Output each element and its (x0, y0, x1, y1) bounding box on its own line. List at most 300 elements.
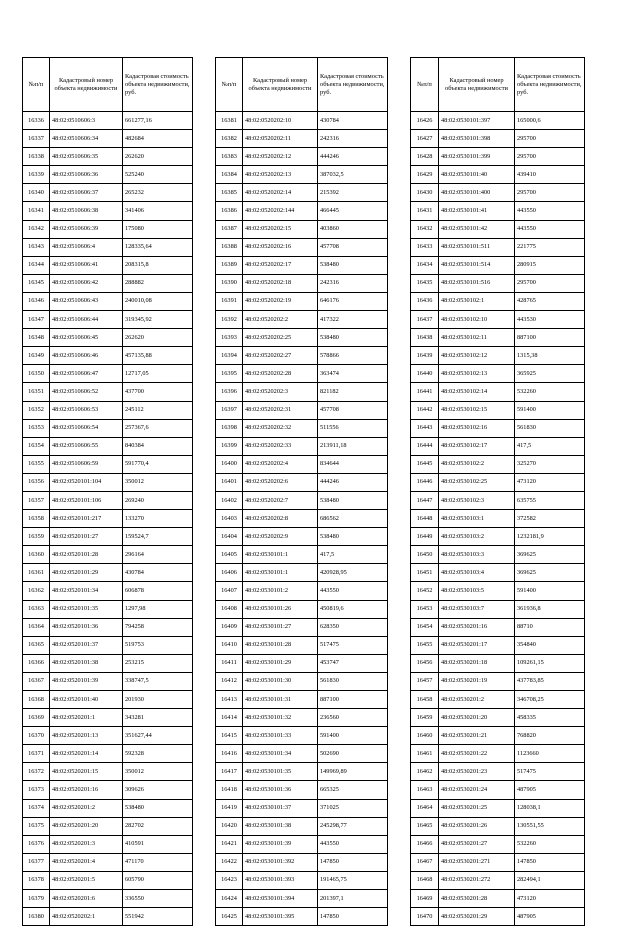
table-row (411, 473, 585, 491)
cadastral-number: 48:02:0520201:15 (50, 763, 123, 781)
cadastral-value: 457708 (318, 401, 388, 419)
cadastral-number: 48:02:0530201:20 (439, 709, 515, 727)
cadastral-number: 48:02:0510606:45 (50, 329, 123, 347)
table-row (23, 908, 193, 926)
cadastral-value: 208315,8 (123, 256, 193, 274)
cadastral-number: 48:02:0520101:28 (50, 546, 123, 564)
cadastral-number: 48:02:0520202:9 (243, 528, 318, 546)
cadastral-value: 165000,6 (515, 112, 585, 130)
table-row (216, 582, 388, 600)
row-number: 16411 (216, 654, 243, 672)
row-number: 16451 (411, 564, 439, 582)
cadastral-number: 48:02:0520101:39 (50, 672, 123, 690)
row-number: 16459 (411, 709, 439, 727)
table-row (216, 166, 388, 184)
cadastral-number: 48:02:0530102:16 (439, 419, 515, 437)
cadastral-number: 48:02:0530101:34 (243, 745, 318, 763)
row-number: 16423 (216, 871, 243, 889)
cadastral-value: 159524,7 (123, 528, 193, 546)
table-row (216, 202, 388, 220)
row-number: 16449 (411, 528, 439, 546)
cadastral-value: 242316 (318, 130, 388, 148)
row-number: 16439 (411, 347, 439, 365)
cadastral-number: 48:02:0520101:106 (50, 491, 123, 509)
cadastral-number: 48:02:0510606:46 (50, 347, 123, 365)
row-number: 16365 (23, 636, 50, 654)
table-row (23, 238, 193, 256)
cadastral-number: 48:02:0530201:2 (439, 691, 515, 709)
row-number: 16407 (216, 582, 243, 600)
cadastral-number: 48:02:0530101:30 (243, 672, 318, 690)
table-row (23, 691, 193, 709)
table-row (23, 473, 193, 491)
cadastral-number: 48:02:0530201:21 (439, 727, 515, 745)
table-row (23, 817, 193, 835)
cadastral-value: 403860 (318, 220, 388, 238)
cadastral-value: 343281 (123, 709, 193, 727)
cadastral-value: 309626 (123, 781, 193, 799)
cadastral-number: 48:02:0520101:37 (50, 636, 123, 654)
row-number: 16460 (411, 727, 439, 745)
cadastral-number: 48:02:0530101:32 (243, 709, 318, 727)
cadastral-value: 444246 (318, 148, 388, 166)
row-number: 16426 (411, 112, 439, 130)
table-row (411, 817, 585, 835)
table-row (411, 148, 585, 166)
table-row (23, 292, 193, 310)
row-number: 16388 (216, 238, 243, 256)
cadastral-number: 48:02:0530102:10 (439, 311, 515, 329)
cadastral-number: 48:02:0530201:23 (439, 763, 515, 781)
header-cadastral-value: Кадастровая стоимость объекта недвижимости, руб. (318, 58, 388, 112)
table-row (216, 292, 388, 310)
table-row (23, 383, 193, 401)
table-row (216, 491, 388, 509)
row-number: 16401 (216, 473, 243, 491)
row-number: 16369 (23, 709, 50, 727)
row-number: 16343 (23, 238, 50, 256)
row-number: 16434 (411, 256, 439, 274)
cadastral-value: 262620 (123, 329, 193, 347)
cadastral-number: 48:02:0510606:4 (50, 238, 123, 256)
cadastral-value: 1297,98 (123, 600, 193, 618)
cadastral-number: 48:02:0520201:14 (50, 745, 123, 763)
row-number: 16421 (216, 835, 243, 853)
row-number: 16422 (216, 853, 243, 871)
row-number: 16366 (23, 654, 50, 672)
table-row (411, 600, 585, 618)
cadastral-number: 48:02:0530101:1 (243, 564, 318, 582)
cadastral-value: 487905 (515, 781, 585, 799)
cadastral-number: 48:02:0530102:11 (439, 329, 515, 347)
row-number: 16349 (23, 347, 50, 365)
cadastral-number: 48:02:0520202:32 (243, 419, 318, 437)
table-row (23, 582, 193, 600)
cadastral-number: 48:02:0520202:3 (243, 383, 318, 401)
cadastral-number: 48:02:0530201:271 (439, 853, 515, 871)
cadastral-value: 473120 (515, 890, 585, 908)
table-row (411, 311, 585, 329)
cadastral-value: 280915 (515, 256, 585, 274)
cadastral-value: 443550 (318, 835, 388, 853)
cadastral-value: 372582 (515, 510, 585, 528)
cadastral-value: 450819,6 (318, 600, 388, 618)
table-row (23, 184, 193, 202)
cadastral-number: 48:02:0530103:1 (439, 510, 515, 528)
cadastral-value: 443550 (515, 202, 585, 220)
row-number: 16454 (411, 618, 439, 636)
table-row (23, 564, 193, 582)
cadastral-number: 48:02:0510606:43 (50, 292, 123, 310)
table-row (23, 437, 193, 455)
row-number: 16417 (216, 763, 243, 781)
cadastral-value: 371025 (318, 799, 388, 817)
cadastral-value: 369625 (515, 546, 585, 564)
row-number: 16374 (23, 799, 50, 817)
cadastral-number: 48:02:0510606:47 (50, 365, 123, 383)
table-row (411, 799, 585, 817)
cadastral-number: 48:02:0510606:42 (50, 274, 123, 292)
cadastral-value: 295700 (515, 130, 585, 148)
row-number: 16352 (23, 401, 50, 419)
cadastral-number: 48:02:0530201:18 (439, 654, 515, 672)
cadastral-number: 48:02:0520202:2 (243, 311, 318, 329)
cadastral-value: 361936,8 (515, 600, 585, 618)
cadastral-value: 130551,55 (515, 817, 585, 835)
cadastral-value: 296164 (123, 546, 193, 564)
table-row (23, 871, 193, 889)
cadastral-value: 444246 (318, 473, 388, 491)
cadastral-number: 48:02:0530101:400 (439, 184, 515, 202)
row-number: 16342 (23, 220, 50, 238)
row-number: 16364 (23, 618, 50, 636)
row-number: 16461 (411, 745, 439, 763)
row-number: 16413 (216, 691, 243, 709)
cadastral-number: 48:02:0530101:27 (243, 618, 318, 636)
row-number: 16432 (411, 220, 439, 238)
table-row (411, 618, 585, 636)
cadastral-number: 48:02:0530201:25 (439, 799, 515, 817)
row-number: 16398 (216, 419, 243, 437)
cadastral-number: 48:02:0520202:17 (243, 256, 318, 274)
cadastral-value: 466445 (318, 202, 388, 220)
cadastral-number: 48:02:0530103:3 (439, 546, 515, 564)
row-number: 16438 (411, 329, 439, 347)
cadastral-number: 48:02:0530103:2 (439, 528, 515, 546)
cadastral-value: 201397,1 (318, 890, 388, 908)
row-number: 16367 (23, 672, 50, 690)
row-number: 16469 (411, 890, 439, 908)
cadastral-number: 48:02:0510606:36 (50, 166, 123, 184)
row-number: 16441 (411, 383, 439, 401)
cadastral-value: 768820 (515, 727, 585, 745)
table-row (411, 528, 585, 546)
row-number: 16463 (411, 781, 439, 799)
cadastral-value: 410591 (123, 835, 193, 853)
cadastral-number: 48:02:0520202:11 (243, 130, 318, 148)
cadastral-value: 346708,25 (515, 691, 585, 709)
row-number: 16355 (23, 455, 50, 473)
cadastral-value: 245298,77 (318, 817, 388, 835)
table-row (216, 908, 388, 926)
cadastral-value: 517475 (318, 636, 388, 654)
cadastral-number: 48:02:0530201:22 (439, 745, 515, 763)
row-number: 16447 (411, 491, 439, 509)
row-number: 16410 (216, 636, 243, 654)
row-number: 16385 (216, 184, 243, 202)
table-row (411, 329, 585, 347)
table-row (411, 636, 585, 654)
header-cadastral-value: Кадастровая стоимость объекта недвижимости, руб. (515, 58, 585, 112)
table-row (216, 184, 388, 202)
cadastral-number: 48:02:0510606:55 (50, 437, 123, 455)
table-row (216, 365, 388, 383)
row-number: 16468 (411, 871, 439, 889)
row-number: 16391 (216, 292, 243, 310)
table-row (216, 763, 388, 781)
cadastral-number: 48:02:0520101:217 (50, 510, 123, 528)
cadastral-number: 48:02:0520202:28 (243, 365, 318, 383)
table-row (411, 709, 585, 727)
header-cadastral-number: Кадастровый номер объекта недвижимости (243, 58, 318, 112)
row-number: 16433 (411, 238, 439, 256)
cadastral-value: 794258 (123, 618, 193, 636)
cadastral-value: 532260 (515, 835, 585, 853)
cadastral-number: 48:02:0520101:36 (50, 618, 123, 636)
cadastral-number: 48:02:0520202:19 (243, 292, 318, 310)
row-number: 16466 (411, 835, 439, 853)
cadastral-value: 265232 (123, 184, 193, 202)
table-row (411, 166, 585, 184)
header-number: №п/п (23, 58, 50, 112)
cadastral-number: 48:02:0520101:40 (50, 691, 123, 709)
cadastral-number: 48:02:0510606:53 (50, 401, 123, 419)
cadastral-value: 387032,5 (318, 166, 388, 184)
cadastral-number: 48:02:0520201:20 (50, 817, 123, 835)
row-number: 16336 (23, 112, 50, 130)
table-row (216, 672, 388, 690)
table-row (411, 437, 585, 455)
cadastral-number: 48:02:0520202:7 (243, 491, 318, 509)
cadastral-number: 48:02:0530101:31 (243, 691, 318, 709)
row-number: 16393 (216, 329, 243, 347)
cadastral-value: 417,5 (515, 437, 585, 455)
table-row (216, 112, 388, 130)
cadastral-number: 48:02:0530201:24 (439, 781, 515, 799)
cadastral-number: 48:02:0530103:4 (439, 564, 515, 582)
cadastral-value: 269240 (123, 491, 193, 509)
cadastral-value: 821182 (318, 383, 388, 401)
table-row (411, 691, 585, 709)
cadastral-value: 282494,1 (515, 871, 585, 889)
row-number: 16429 (411, 166, 439, 184)
cadastral-value: 109261,15 (515, 654, 585, 672)
table-row (411, 419, 585, 437)
cadastral-number: 48:02:0530103:5 (439, 582, 515, 600)
table-row (23, 799, 193, 817)
cadastral-value: 453747 (318, 654, 388, 672)
cadastral-number: 48:02:0530201:19 (439, 672, 515, 690)
row-number: 16420 (216, 817, 243, 835)
row-number: 16467 (411, 853, 439, 871)
cadastral-value: 502690 (318, 745, 388, 763)
row-number: 16415 (216, 727, 243, 745)
table-row (216, 835, 388, 853)
row-number: 16382 (216, 130, 243, 148)
row-number: 16394 (216, 347, 243, 365)
cadastral-number: 48:02:0520202:15 (243, 220, 318, 238)
cadastral-number: 48:02:0510606:35 (50, 148, 123, 166)
cadastral-value: 128038,1 (515, 799, 585, 817)
row-number: 16424 (216, 890, 243, 908)
cadastral-value: 482684 (123, 130, 193, 148)
row-number: 16345 (23, 274, 50, 292)
table-row (216, 564, 388, 582)
cadastral-number: 48:02:0530101:2 (243, 582, 318, 600)
row-number: 16427 (411, 130, 439, 148)
table-row (411, 546, 585, 564)
cadastral-number: 48:02:0530101:35 (243, 763, 318, 781)
cadastral-number: 48:02:0530201:16 (439, 618, 515, 636)
cadastral-value: 257367,6 (123, 419, 193, 437)
header-cadastral-number: Кадастровый номер объекта недвижимости (439, 58, 515, 112)
table-row (216, 510, 388, 528)
cadastral-number: 48:02:0520101:34 (50, 582, 123, 600)
cadastral-number: 48:02:0520202:14 (243, 184, 318, 202)
row-number: 16419 (216, 799, 243, 817)
table-row (23, 600, 193, 618)
cadastral-value: 591770,4 (123, 455, 193, 473)
table-row (411, 347, 585, 365)
cadastral-number: 48:02:0510606:39 (50, 220, 123, 238)
cadastral-value: 457708 (318, 238, 388, 256)
table-row (216, 473, 388, 491)
table-row (216, 636, 388, 654)
cadastral-value: 532260 (515, 383, 585, 401)
table-row (216, 437, 388, 455)
row-number: 16442 (411, 401, 439, 419)
cadastral-value: 519753 (123, 636, 193, 654)
table-header-row (216, 58, 388, 112)
cadastral-value: 213911,18 (318, 437, 388, 455)
cadastral-number: 48:02:0530101:514 (439, 256, 515, 274)
table-row (216, 709, 388, 727)
table-row (216, 745, 388, 763)
cadastral-number: 48:02:0530201:27 (439, 835, 515, 853)
cadastral-value: 351627,44 (123, 727, 193, 745)
row-number: 16458 (411, 691, 439, 709)
cadastral-number: 48:02:0520202:4 (243, 455, 318, 473)
row-number: 16445 (411, 455, 439, 473)
cadastral-number: 48:02:0530101:511 (439, 238, 515, 256)
cadastral-value: 175080 (123, 220, 193, 238)
table-row (216, 691, 388, 709)
cadastral-value: 538480 (123, 799, 193, 817)
cadastral-number: 48:02:0510606:34 (50, 130, 123, 148)
table-row (23, 636, 193, 654)
table-row (411, 564, 585, 582)
cadastral-value: 443550 (318, 582, 388, 600)
cadastral-table-1 (22, 57, 193, 926)
cadastral-number: 48:02:0520201:16 (50, 781, 123, 799)
cadastral-value: 591400 (515, 582, 585, 600)
cadastral-value: 253215 (123, 654, 193, 672)
cadastral-value: 458335 (515, 709, 585, 727)
cadastral-number: 48:02:0530101:28 (243, 636, 318, 654)
table-row (23, 112, 193, 130)
cadastral-number: 48:02:0520201:13 (50, 727, 123, 745)
header-number: №п/п (411, 58, 439, 112)
table-row (23, 347, 193, 365)
row-number: 16464 (411, 799, 439, 817)
cadastral-value: 245112 (123, 401, 193, 419)
cadastral-number: 48:02:0530101:399 (439, 148, 515, 166)
row-number: 16446 (411, 473, 439, 491)
table-row (23, 274, 193, 292)
row-number: 16437 (411, 311, 439, 329)
row-number: 16363 (23, 600, 50, 618)
cadastral-value: 319345,92 (123, 311, 193, 329)
cadastral-value: 561830 (515, 419, 585, 437)
cadastral-value: 592328 (123, 745, 193, 763)
cadastral-value: 561830 (318, 672, 388, 690)
cadastral-value: 417322 (318, 311, 388, 329)
row-number: 16351 (23, 383, 50, 401)
header-number: №п/п (216, 58, 243, 112)
cadastral-value: 473120 (515, 473, 585, 491)
row-number: 16375 (23, 817, 50, 835)
cadastral-number: 48:02:0520202:6 (243, 473, 318, 491)
row-number: 16412 (216, 672, 243, 690)
cadastral-value: 1123660 (515, 745, 585, 763)
table-row (411, 582, 585, 600)
row-number: 16373 (23, 781, 50, 799)
table-row (411, 238, 585, 256)
cadastral-value: 201930 (123, 691, 193, 709)
cadastral-value: 365925 (515, 365, 585, 383)
cadastral-number: 48:02:0520202:12 (243, 148, 318, 166)
table-row (23, 781, 193, 799)
table-row (23, 528, 193, 546)
row-number: 16452 (411, 582, 439, 600)
cadastral-value: 191465,75 (318, 871, 388, 889)
table-row (23, 546, 193, 564)
cadastral-value: 295700 (515, 148, 585, 166)
row-number: 16455 (411, 636, 439, 654)
cadastral-number: 48:02:0530102:1 (439, 292, 515, 310)
cadastral-number: 48:02:0520101:27 (50, 528, 123, 546)
cadastral-number: 48:02:0530102:13 (439, 365, 515, 383)
row-number: 16387 (216, 220, 243, 238)
cadastral-number: 48:02:0510606:41 (50, 256, 123, 274)
cadastral-number: 48:02:0520202:18 (243, 274, 318, 292)
table-row (411, 383, 585, 401)
row-number: 16357 (23, 491, 50, 509)
cadastral-number: 48:02:0530101:398 (439, 130, 515, 148)
cadastral-value: 887100 (515, 329, 585, 347)
row-number: 16377 (23, 853, 50, 871)
cadastral-number: 48:02:0530101:395 (243, 908, 318, 926)
cadastral-value: 591400 (318, 727, 388, 745)
cadastral-number: 48:02:0510606:38 (50, 202, 123, 220)
table-row (411, 853, 585, 871)
cadastral-number: 48:02:0530101:36 (243, 781, 318, 799)
row-number: 16353 (23, 419, 50, 437)
cadastral-number: 48:02:0520201:3 (50, 835, 123, 853)
cadastral-number: 48:02:0520202:8 (243, 510, 318, 528)
table-row (216, 274, 388, 292)
cadastral-value: 437700 (123, 383, 193, 401)
